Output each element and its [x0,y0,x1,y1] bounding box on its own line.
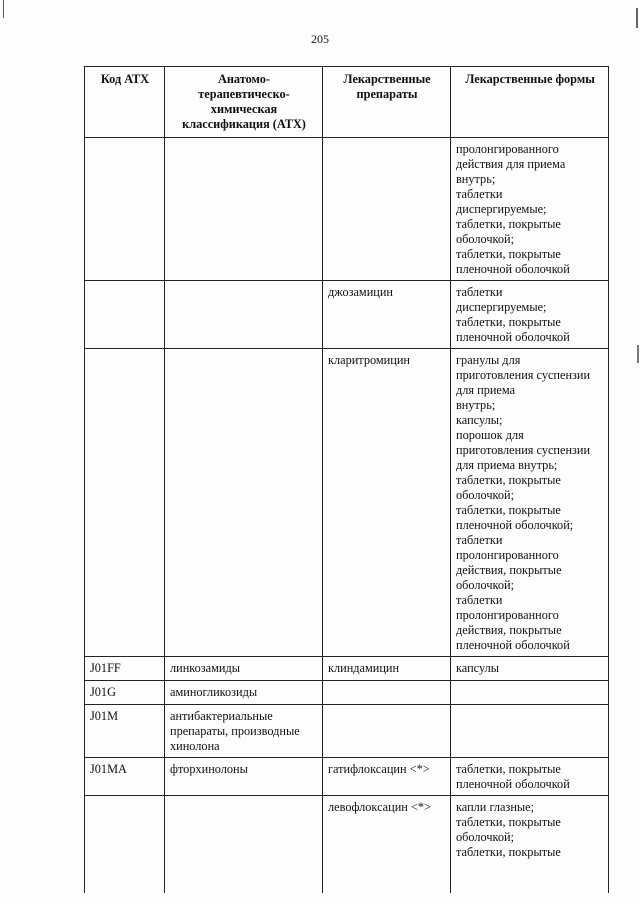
table-row [85,349,609,657]
cell-classification: антибактериальные препараты, производные хинолона [165,705,323,758]
cell-code: J01M [85,705,165,758]
table-row [85,758,609,796]
cell-drug: клиндамицин [323,657,451,681]
table-row [85,281,609,349]
cell-classification [165,349,323,657]
cell-drug: гатифлоксацин <*> [323,758,451,796]
scan-edge-mark [3,0,4,18]
cell-forms: капсулы [451,657,609,681]
scan-edge-mark [636,8,638,28]
cell-classification [165,796,323,894]
cell-classification [165,138,323,281]
header-classification: Анатомо- терапевтическо- химическая классификация (АТХ) [165,67,323,138]
cell-forms: пролонгированного действия для приема внутрь; таблетки диспергируемые; таблетки, покрытые оболочкой; таблетки, покрытые пленочной оболочкой [451,138,609,281]
table-row [85,796,609,894]
cell-forms [451,705,609,758]
cell-drug: левофлоксацин <*> [323,796,451,894]
page-number: 205 [311,32,329,46]
header-code: Код АТХ [85,67,165,138]
cell-code [85,138,165,281]
header-drugs: Лекарственные препараты [323,67,451,138]
cell-code [85,796,165,894]
header-forms: Лекарственные формы [451,67,609,138]
cell-drug: кларитромицин [323,349,451,657]
cell-drug: джозамицин [323,281,451,349]
cell-forms: гранулы для приготовления суспензии для приема внутрь; капсулы; порошок для приготовления суспензии для приема внутрь; таблетки, покрытые оболочкой; таблетки, покрытые пленочной оболочкой; таблетки пролонгированного действия, покрытые оболочкой; таблетки пролонгированного действия, покрытые пленочной оболочкой [451,349,609,657]
cell-classification: аминогликозиды [165,681,323,705]
cell-forms: капли глазные; таблетки, покрытые оболочкой; таблетки, покрытые [451,796,609,894]
cell-classification [165,281,323,349]
table-header-row [85,67,609,138]
cell-drug [323,705,451,758]
cell-code: J01G [85,681,165,705]
scan-edge-mark [637,345,639,363]
atx-table [84,66,609,893]
cell-code [85,281,165,349]
cell-code: J01MA [85,758,165,796]
table-row [85,657,609,681]
cell-forms: таблетки, покрытые пленочной оболочкой [451,758,609,796]
cell-drug [323,681,451,705]
cell-classification: фторхинолоны [165,758,323,796]
table-row [85,705,609,758]
cell-forms [451,681,609,705]
table-row [85,681,609,705]
cell-drug [323,138,451,281]
cell-classification: линкозамиды [165,657,323,681]
cell-code [85,349,165,657]
table-row [85,138,609,281]
cell-code: J01FF [85,657,165,681]
cell-forms: таблетки диспергируемые; таблетки, покрытые пленочной оболочкой [451,281,609,349]
